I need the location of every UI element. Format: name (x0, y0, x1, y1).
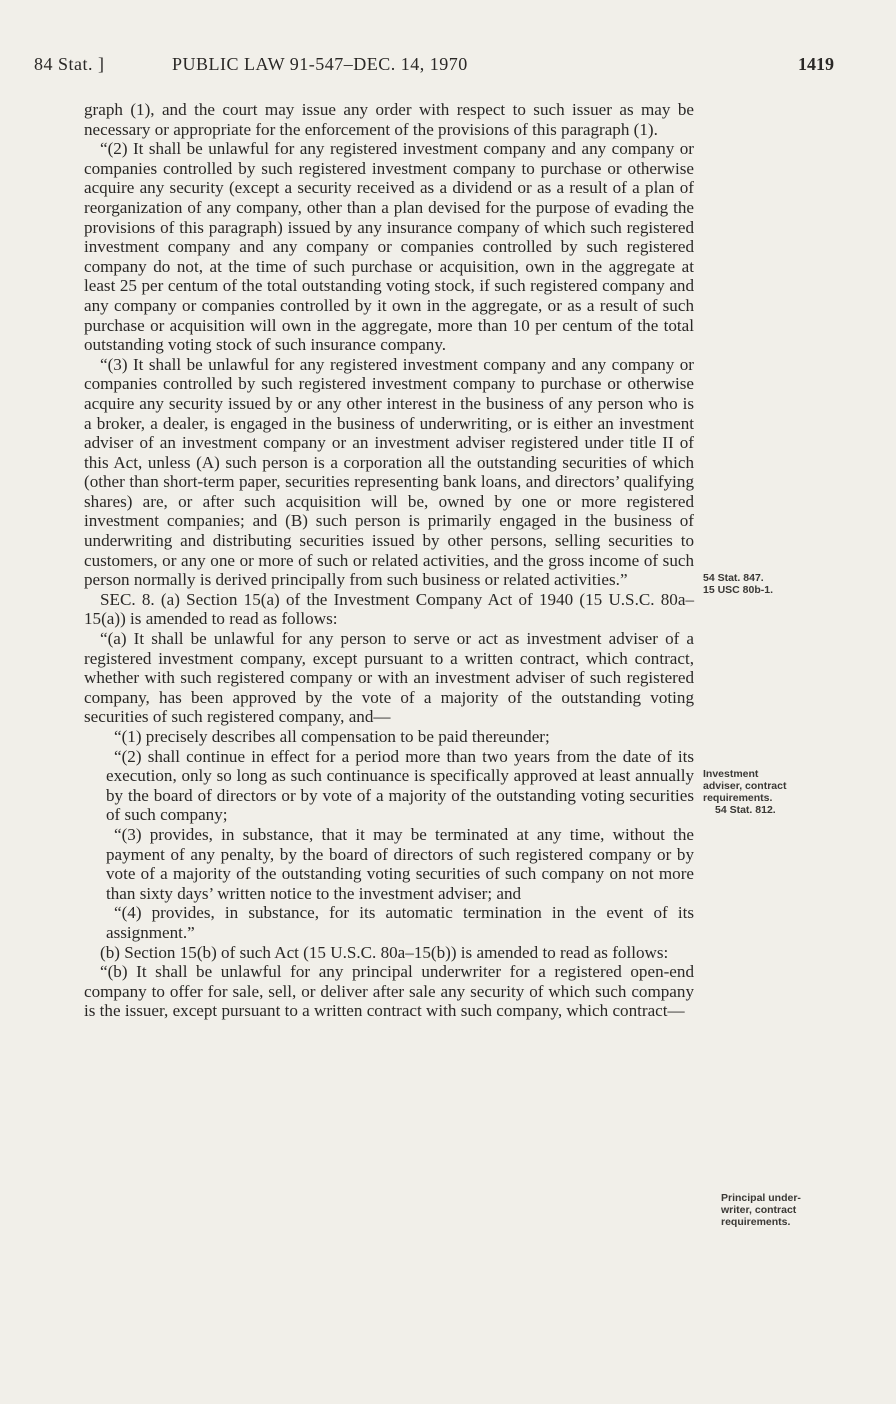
subsection-b: “(b) It shall be unlawful for any principal underwriter for a registered open-end company to offer for sale, sell, or deliver after sale any security of which such company is the issuer, except pursuant to a written contract with such company, which contract— (84, 962, 694, 1021)
margin-note-line: Principal under- (721, 1192, 801, 1204)
page-title: PUBLIC LAW 91-547–DEC. 14, 1970 (172, 54, 468, 74)
margin-note-line: requirements. (721, 1216, 791, 1228)
margin-note-line: writer, contract (721, 1204, 797, 1216)
margin-note-line: adviser, contract (703, 780, 787, 792)
margin-note-line: 54 Stat. 847. (703, 572, 764, 584)
margin-note-line: 15 USC 80b-1. (703, 584, 774, 596)
paragraph-continuation: graph (1), and the court may issue any order with respect to such issuer as may be necessary or appropriate for the enforcement of the provisions of this paragraph (1). (84, 100, 694, 139)
margin-note-line: Investment (703, 768, 759, 780)
statute-reference: 84 Stat. ] (34, 54, 105, 74)
subsection-a: “(a) It shall be unlawful for any person to serve or act as investment adviser of a registered investment company, except pursuant to a written contract, which contract, whether with such registered company or with an investment adviser of such registered company, has been approved by the vote of a majority of the outstanding voting securities of such registered company, and— (84, 629, 694, 727)
paragraph-3: “(3) It shall be unlawful for any registered investment company and any company or companies controlled by such registered investment company to purchase or otherwise acquire any security issued by or any other interest in the business of any person who is a broker, a dealer, is engaged in the business of underwriting, or is either an investment adviser of an investment company or an investment adviser registered under title II of this Act, unless (A) such person is a corporation all the outstanding securities of which (other than short-term paper, securities representing bank loans, and directors’ qualifying shares) are, or after such acquisition will be, owned by one or more registered investment companies; and (B) such person is primarily engaged in the business of underwriting and distributing securities issued by other persons, selling securities to customers, or any one or more of such or related activities, and the gross income of such person normally is derived principally from such business or related activities.” (84, 354, 694, 590)
margin-note-line: 54 Stat. 812. (715, 804, 776, 816)
margin-note-investment-adviser (703, 768, 833, 816)
page-header (34, 54, 834, 84)
paragraph-2: “(2) It shall be unlawful for any registered investment company and any company or companies controlled by such registered investment company to purchase or otherwise acquire any security (except a security received as a dividend or as a result of a plan of reorganization of any company, other than a plan devised for the purpose of evading the provisions of this paragraph) issued by any insurance company of which such registered investment company and any company or companies controlled by such registered company do not, at the time of such purchase or acquisition, own in the aggregate at least 25 per centum of the total outstanding voting stock, if such registered company and any company or companies controlled by it own in the aggregate, or as a result of such purchase or acquisition will own in the aggregate, more than 10 per centum of the total outstanding voting stock of such insurance company. (84, 139, 694, 355)
margin-note-line: requirements. (703, 792, 773, 804)
section-8b: (b) Section 15(b) of such Act (15 U.S.C. 80a–15(b)) is amended to read as follows: (100, 942, 669, 962)
clause-1: “(1) precisely describes all compensation to be paid thereunder; (114, 727, 550, 746)
section-8a: SEC. 8. (a) Section 15(a) of the Investment Company Act of 1940 (15 U.S.C. 80a–15(a)) is amended to read as follows: (84, 589, 694, 629)
margin-note-principal-underwriter (705, 1192, 835, 1228)
clause-4: “(4) provides, in substance, for its automatic termination in the event of its assignment.” (106, 903, 694, 942)
page-number: 1419 (798, 54, 834, 74)
main-text (84, 100, 694, 1021)
clause-3: “(3) provides, in substance, that it may be terminated at any time, without the payment of any penalty, by the board of directors of such registered company or by vote of a majority of the outstanding voting securities of such company on not more than sixty days’ written notice to the investment adviser; and (106, 824, 694, 903)
clause-2: “(2) shall continue in effect for a period more than two years from the date of its execution, only so long as such continuance is specifically approved at least annually by the board of directors or by vote of a majority of the outstanding voting securities of such company; (106, 746, 694, 825)
margin-note-citation (703, 572, 833, 596)
